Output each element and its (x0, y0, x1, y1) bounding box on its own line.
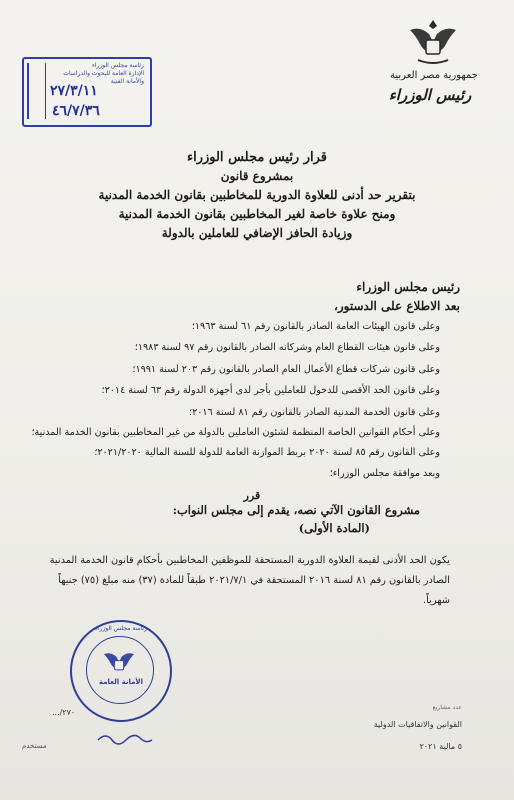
eagle-emblem-icon (404, 16, 462, 68)
footer-line-1: القوانين والاتفاقيات الدولية (373, 720, 462, 729)
footer-small: عدد مشاريع (432, 704, 462, 711)
stamp-number-2: ٤٦/٧/٣٦ (52, 103, 100, 119)
decree-subject-1: بتقرير حد أدنى للعلاوة الدورية للمخاطبين بقانون الخدمة المدنية (98, 188, 416, 202)
seal-eagle-icon (99, 645, 139, 679)
footer-line-2: ٥ مالية ٢٠٢١ (419, 742, 462, 751)
preamble-heading: رئيس مجلس الوزراء (356, 280, 460, 294)
recital: وعلى قانون الهيئات العامة الصادر بالقانون رقم ٦١ لسنة ١٩٦٣؛ (191, 321, 440, 332)
country-name: جمهورية مصر العربية (390, 70, 478, 81)
incoming-stamp (22, 57, 152, 127)
stamp-number: ٢٧/٣/١١ (50, 83, 98, 99)
margin-mark: ٢٧٠/... (52, 708, 76, 717)
decided-heading: قرر (243, 488, 261, 502)
article-text: يكون الحد الأدنى لقيمة العلاوة الدورية المستحقة للموظفين المخاطبين بأحكام قانون الخدمة المدنية الصادر بالقانون رقم ٨١ لسنة ٢٠١٦ المستحقة في ٢٠٢١/٧/١ طبقاً للمادة (٣٧) منه مبلغ (٧٥) جنيهاً شهرياً. (49, 554, 450, 606)
recital-long: وعلى أحكام القوانين الخاصة المنظمة لشئون العاملين بالدولة من غير المخاطبين بقانون الخدمة المدنية؛ (31, 427, 440, 439)
office-name: رئيس الوزراء (388, 86, 472, 104)
decree-subtitle: بمشروع قانون (220, 169, 294, 183)
seal-outer-text: رئاسة مجلس الوزراء (94, 625, 148, 632)
recital: وعلى قانون شركات قطاع الأعمال العام الصادر بالقانون رقم ٢٠٣ لسنة ١٩٩١؛ (132, 363, 440, 375)
margin-mark-2: مستخدم (22, 742, 47, 750)
stamp-side-bar (27, 63, 46, 119)
title-block (30, 148, 484, 243)
article-title: (المادة الأولى) (298, 520, 370, 535)
stamp-line-2: الإدارة العامة للبحوث والدراسات (63, 70, 144, 77)
seal-inner-text: الأمانة العامة (98, 678, 144, 686)
decree-body (24, 278, 480, 611)
footer-notes (374, 702, 462, 758)
stamp-line-1: رئاسة مجلس الوزراء (91, 62, 144, 69)
stamp-line-3: والأمانة الفنية (110, 78, 144, 85)
signature-scribble (96, 732, 156, 746)
official-seal (70, 620, 172, 722)
decree-subject-3: وزيادة الحافز الإضافي للعاملين بالدولة (161, 226, 353, 240)
bill-heading: مشروع القانون الآتي نصه، يقدم إلى مجلس النواب: (172, 502, 420, 517)
decree-title: قرار رئيس مجلس الوزراء (186, 150, 328, 165)
recital: وعلى قانون هيئات القطاع العام وشركاته الصادر بالقانون رقم ٩٧ لسنة ١٩٨٣؛ (134, 342, 440, 354)
decree-subject-2: ومنح علاوة خاصة لغير المخاطبين بقانون الخدمة المدنية (118, 207, 396, 221)
recital: وعلى قانون الحد الأقصى للدخول للعاملين بأجر لدى أجهزة الدولة رقم ٦٣ لسنة ٢٠١٤؛ (101, 385, 440, 397)
seal-inner-ring (86, 636, 154, 704)
recital: وعلى قانون الخدمة المدنية الصادر بالقانون رقم ٨١ لسنة ٢٠١٦؛ (189, 406, 440, 418)
recital-budget: وعلى القانون رقم ٨٥ لسنة ٢٠٢٠ بربط الموازنة العامة للدولة للسنة المالية ٢٠٢١/٢٠٢٠؛ (94, 447, 440, 459)
preamble-subheading: بعد الاطلاع على الدستور، (334, 299, 460, 313)
cabinet-approval: وبعد موافقة مجلس الوزراء؛ (329, 468, 440, 480)
